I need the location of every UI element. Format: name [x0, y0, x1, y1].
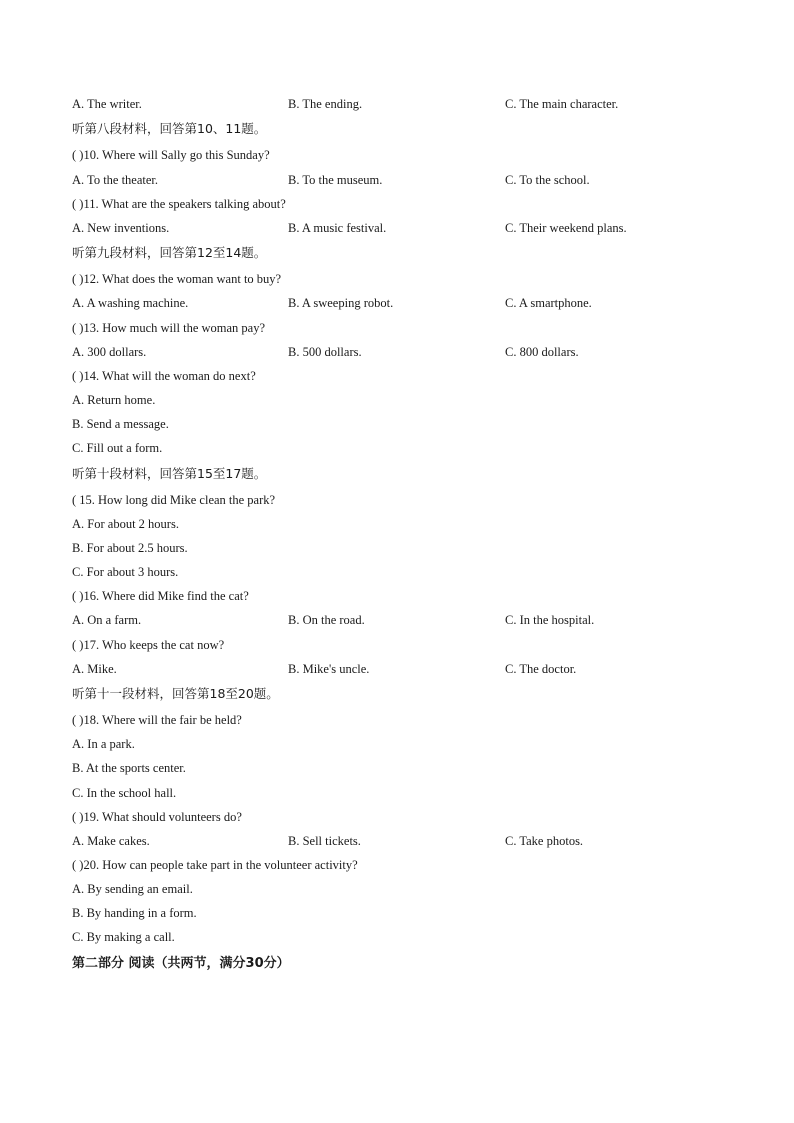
- question-11: ( )11. What are the speakers talking about?: [72, 197, 286, 211]
- option-c: C. Their weekend plans.: [505, 221, 627, 235]
- option-a: A. Make cakes.: [72, 834, 150, 848]
- option-b: B. At the sports center.: [72, 761, 186, 775]
- option-c: C. The main character.: [505, 97, 619, 111]
- section-heading: 听第十一段材料，回答第18至20题。: [72, 686, 279, 701]
- option-c: C. For about 3 hours.: [72, 565, 179, 579]
- question-17: ( )17. Who keeps the cat now?: [72, 638, 225, 652]
- question-14: ( )14. What will the woman do next?: [72, 369, 256, 383]
- option-b: B. On the road.: [288, 613, 365, 627]
- option-b: B. By handing in a form.: [72, 906, 197, 920]
- option-a: A. Mike.: [72, 662, 117, 676]
- option-c: C. A smartphone.: [505, 296, 592, 310]
- option-c: C. Fill out a form.: [72, 441, 163, 455]
- option-b: B. Sell tickets.: [288, 834, 361, 848]
- option-a: A. The writer.: [72, 97, 142, 111]
- option-b: B. The ending.: [288, 97, 363, 111]
- option-c: C. By making a call.: [72, 930, 175, 944]
- option-a: A. Return home.: [72, 393, 156, 407]
- question-16: ( )16. Where did Mike find the cat?: [72, 589, 249, 603]
- option-a: A. In a park.: [72, 737, 135, 751]
- question-18: ( )18. Where will the fair be held?: [72, 713, 242, 727]
- option-a: A. To the theater.: [72, 173, 159, 187]
- question-15: ( 15. How long did Mike clean the park?: [72, 493, 276, 507]
- option-b: B. A sweeping robot.: [288, 296, 394, 310]
- option-b: B. To the museum.: [288, 173, 383, 187]
- option-a: A. A washing machine.: [72, 296, 189, 310]
- option-b: B. 500 dollars.: [288, 345, 362, 359]
- option-a: A. New inventions.: [72, 221, 170, 235]
- option-b: B. For about 2.5 hours.: [72, 541, 188, 555]
- option-c: C. In the school hall.: [72, 786, 177, 800]
- question-10: ( )10. Where will Sally go this Sunday?: [72, 148, 270, 162]
- option-b: B. Send a message.: [72, 417, 169, 431]
- part-two-heading: 第二部分 阅读（共两节，满分30分）: [72, 956, 290, 971]
- option-c: C. The doctor.: [505, 662, 577, 676]
- option-a: A. On a farm.: [72, 613, 142, 627]
- option-a: A. By sending an email.: [72, 882, 193, 896]
- option-a: A. For about 2 hours.: [72, 517, 179, 531]
- option-c: C. In the hospital.: [505, 613, 595, 627]
- option-c: C. To the school.: [505, 173, 590, 187]
- section-heading: 听第十段材料，回答第15至17题。: [72, 466, 267, 481]
- question-20: ( )20. How can people take part in the volunteer activity?: [72, 858, 358, 872]
- section-heading: 听第九段材料，回答第12至14题。: [72, 245, 267, 260]
- question-19: ( )19. What should volunteers do?: [72, 810, 242, 824]
- question-12: ( )12. What does the woman want to buy?: [72, 272, 282, 286]
- question-13: ( )13. How much will the woman pay?: [72, 321, 266, 335]
- section-heading: 听第八段材料，回答第10、11题。: [72, 121, 267, 136]
- option-c: C. 800 dollars.: [505, 345, 579, 359]
- option-a: A. 300 dollars.: [72, 345, 147, 359]
- option-c: C. Take photos.: [505, 834, 584, 848]
- option-b: B. Mike's uncle.: [288, 662, 370, 676]
- option-b: B. A music festival.: [288, 221, 387, 235]
